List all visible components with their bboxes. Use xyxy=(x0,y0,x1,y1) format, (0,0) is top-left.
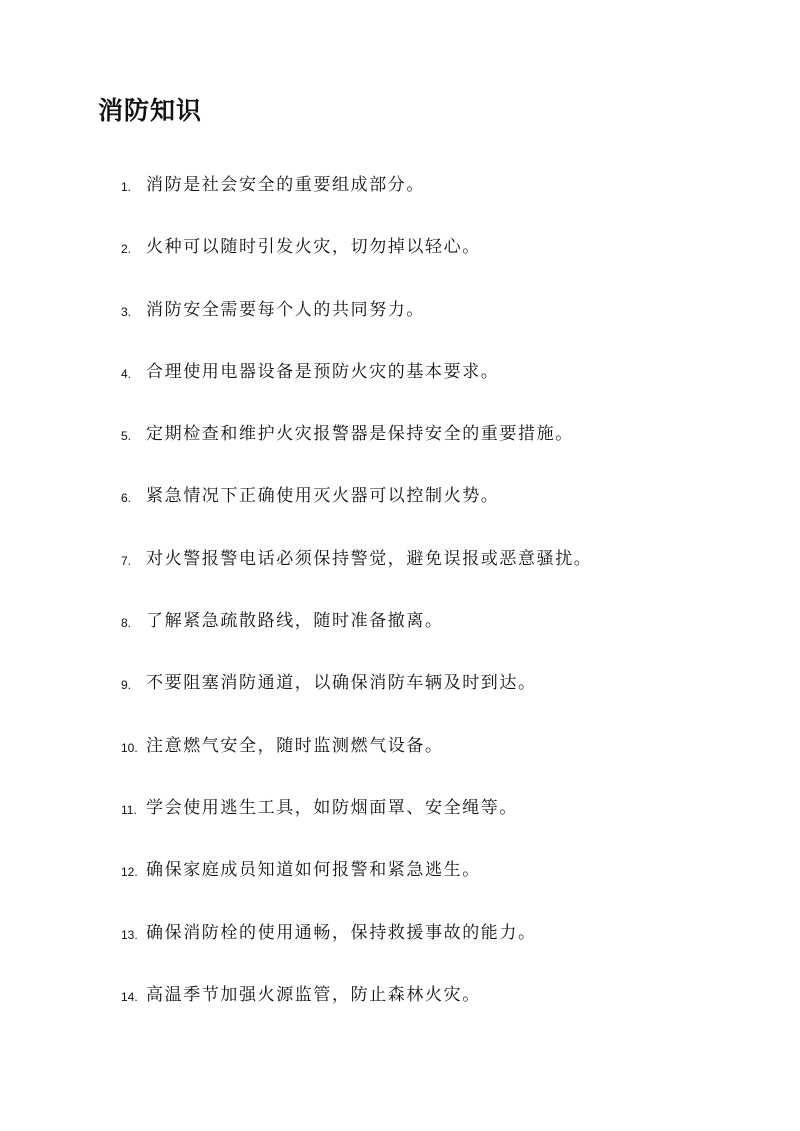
item-number: 1. xyxy=(121,180,132,194)
list-item xyxy=(0,357,800,419)
item-text: 了解紧急疏散路线，随时准备撤离。 xyxy=(146,611,444,632)
list-item xyxy=(0,232,800,294)
item-number: 2. xyxy=(121,242,132,257)
item-text: 确保家庭成员知道如何报警和紧急逃生。 xyxy=(146,860,481,881)
item-text: 高温季节加强火源监管，防止森林火灾。 xyxy=(146,984,481,1005)
item-text: 合理使用电器设备是预防火灾的基本要求。 xyxy=(146,361,500,382)
fire-safety-list xyxy=(0,170,800,1042)
list-item xyxy=(0,544,800,606)
list-item xyxy=(0,980,800,1042)
item-number: 5. xyxy=(121,429,132,444)
item-number: 12. xyxy=(121,865,138,880)
list-item xyxy=(0,170,800,232)
list-item xyxy=(0,793,800,855)
item-number: 3. xyxy=(121,304,132,319)
item-text: 紧急情况下正确使用灭火器可以控制火势。 xyxy=(146,486,500,507)
page-title: 消防知识 xyxy=(98,96,203,125)
item-number: 9. xyxy=(121,678,132,693)
item-number: 7. xyxy=(121,553,132,568)
item-number: 8. xyxy=(121,616,132,631)
list-item xyxy=(0,918,800,980)
item-number: 11. xyxy=(121,802,137,817)
list-item xyxy=(0,481,800,543)
item-number: 14. xyxy=(121,989,138,1004)
item-number: 6. xyxy=(121,491,132,506)
item-text: 定期检查和维护火灾报警器是保持安全的重要措施。 xyxy=(146,424,574,445)
list-item xyxy=(0,419,800,481)
item-number: 4. xyxy=(121,366,132,381)
item-number: 13. xyxy=(121,927,138,942)
list-item xyxy=(0,731,800,793)
item-text: 确保消防栓的使用通畅，保持救援事故的能力。 xyxy=(146,922,537,943)
list-item xyxy=(0,606,800,668)
item-text: 消防安全需要每个人的共同努力。 xyxy=(146,299,425,320)
item-text: 不要阻塞消防通道，以确保消防车辆及时到达。 xyxy=(146,673,537,694)
item-text: 对火警报警电话必须保持警觉，避免误报或恶意骚扰。 xyxy=(146,548,593,569)
item-text: 注意燃气安全，随时监测燃气设备。 xyxy=(146,735,444,756)
list-item xyxy=(0,295,800,357)
item-text: 学会使用逃生工具，如防烟面罩、安全绳等。 xyxy=(146,797,518,818)
item-number: 10. xyxy=(121,740,138,755)
list-item xyxy=(0,668,800,730)
list-item xyxy=(0,855,800,917)
item-text: 火种可以随时引发火灾，切勿掉以轻心。 xyxy=(146,237,481,258)
item-text: 消防是社会安全的重要组成部分。 xyxy=(146,175,425,195)
